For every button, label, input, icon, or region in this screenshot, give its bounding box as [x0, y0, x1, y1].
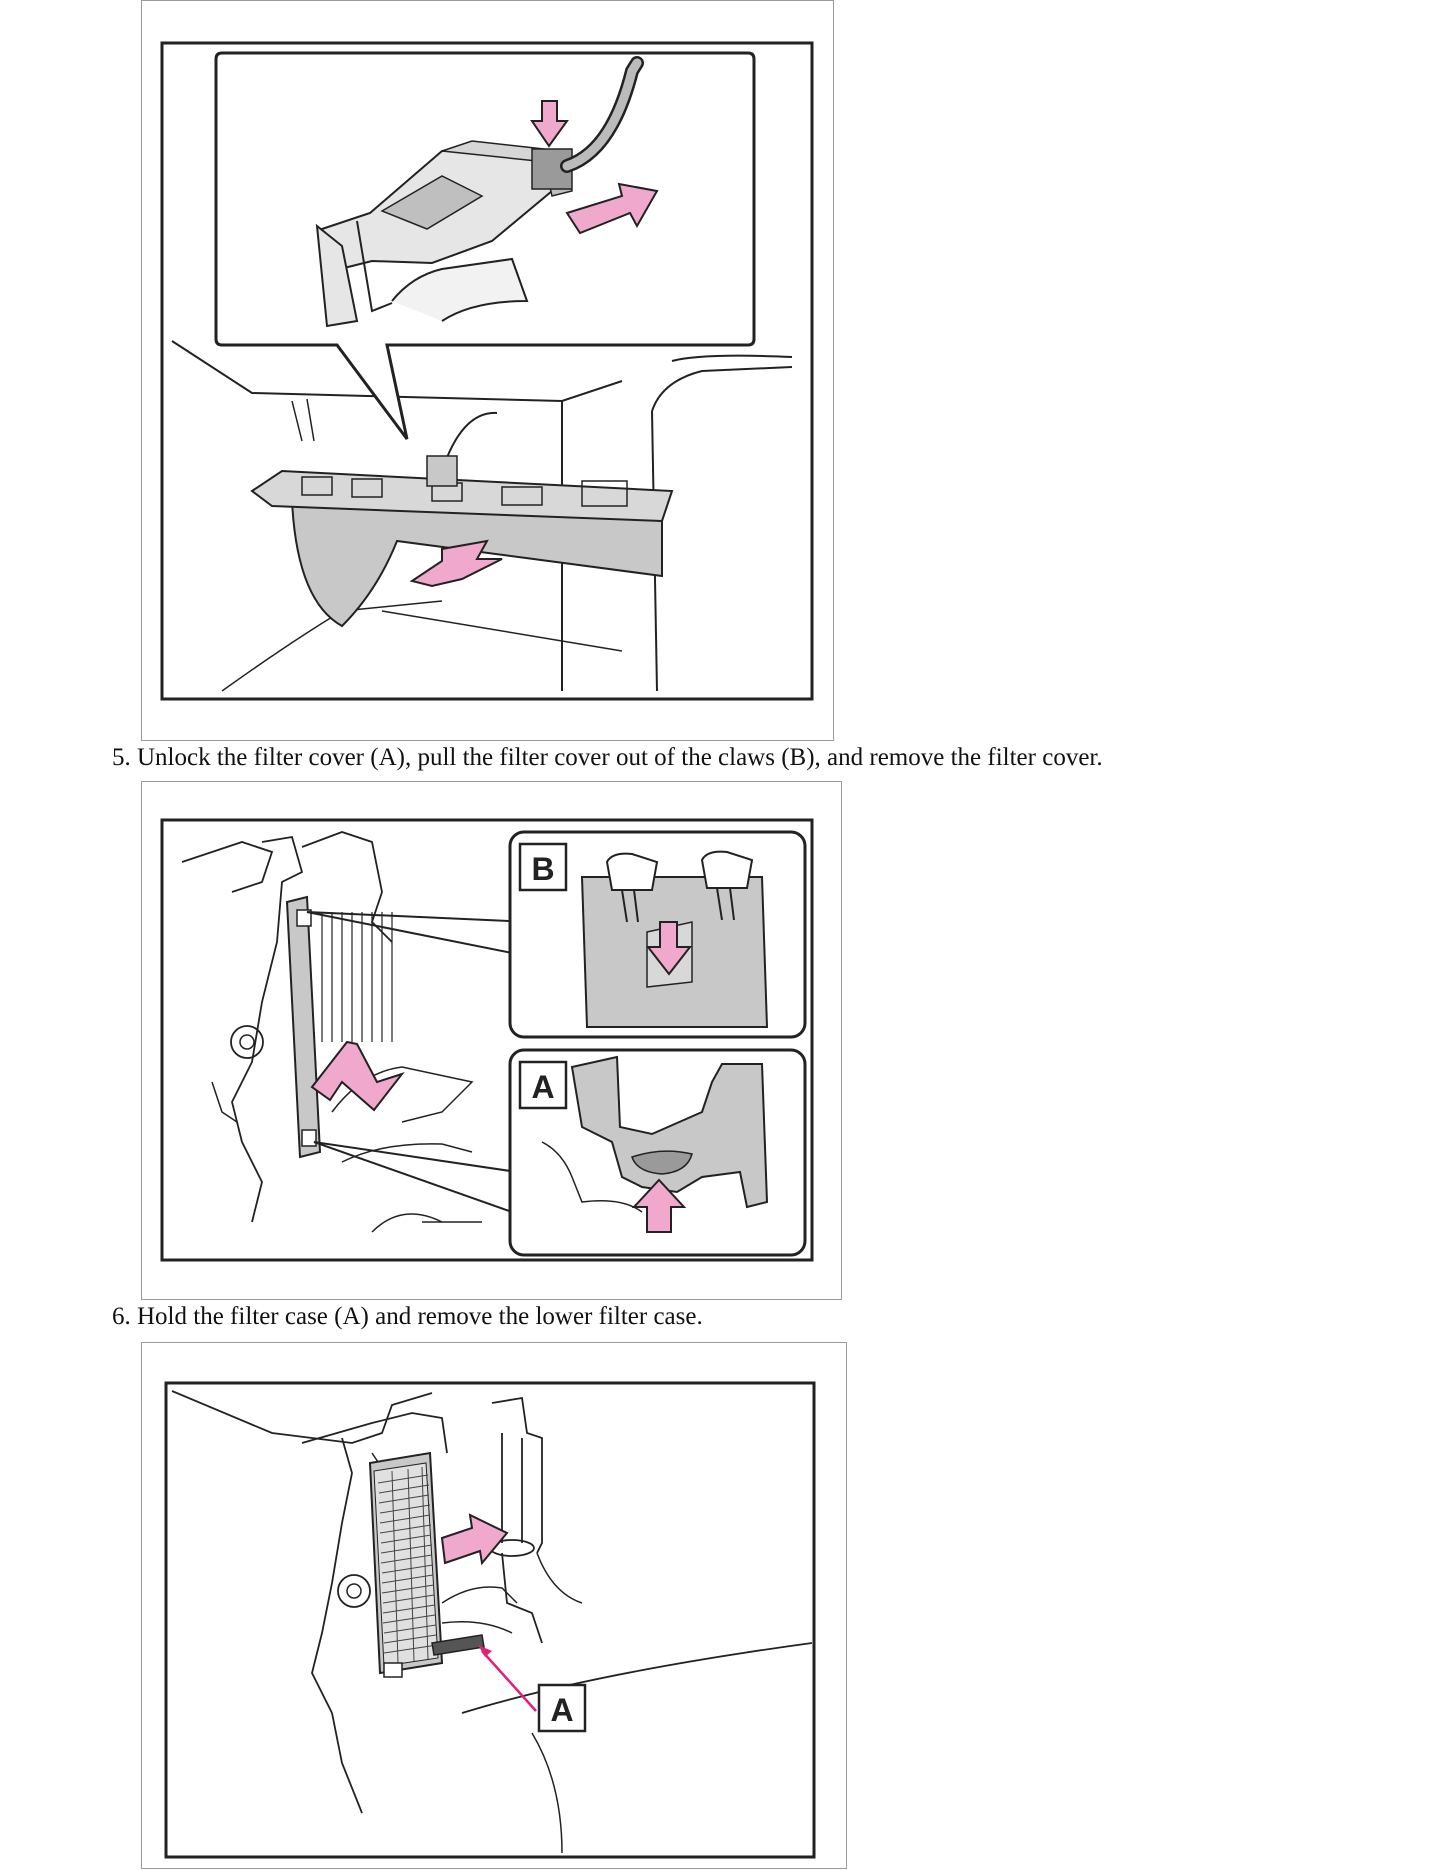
step-5	[112, 743, 1103, 773]
step-5-number: 5.	[112, 744, 131, 771]
connector-illustration	[142, 1, 833, 740]
step-6-number: 6.	[112, 1303, 131, 1330]
figure-filter-case-removal	[141, 1342, 847, 1869]
figure-connector-disconnect	[141, 0, 834, 741]
figure-filter-cover-unlock	[141, 781, 842, 1300]
callout-a-label-fig3: A	[550, 1692, 574, 1728]
step-6	[112, 1302, 703, 1332]
filter-case-illustration	[142, 1343, 846, 1868]
step-6-text: Hold the filter case (A) and remove the lower filter case.	[137, 1303, 703, 1330]
filter-cover-illustration	[142, 782, 841, 1299]
callout-a-label: A	[531, 1069, 555, 1105]
callout-b-label: B	[531, 851, 555, 887]
step-5-text: Unlock the filter cover (A), pull the filter cover out of the claws (B), and remove the filter cover.	[137, 744, 1103, 771]
